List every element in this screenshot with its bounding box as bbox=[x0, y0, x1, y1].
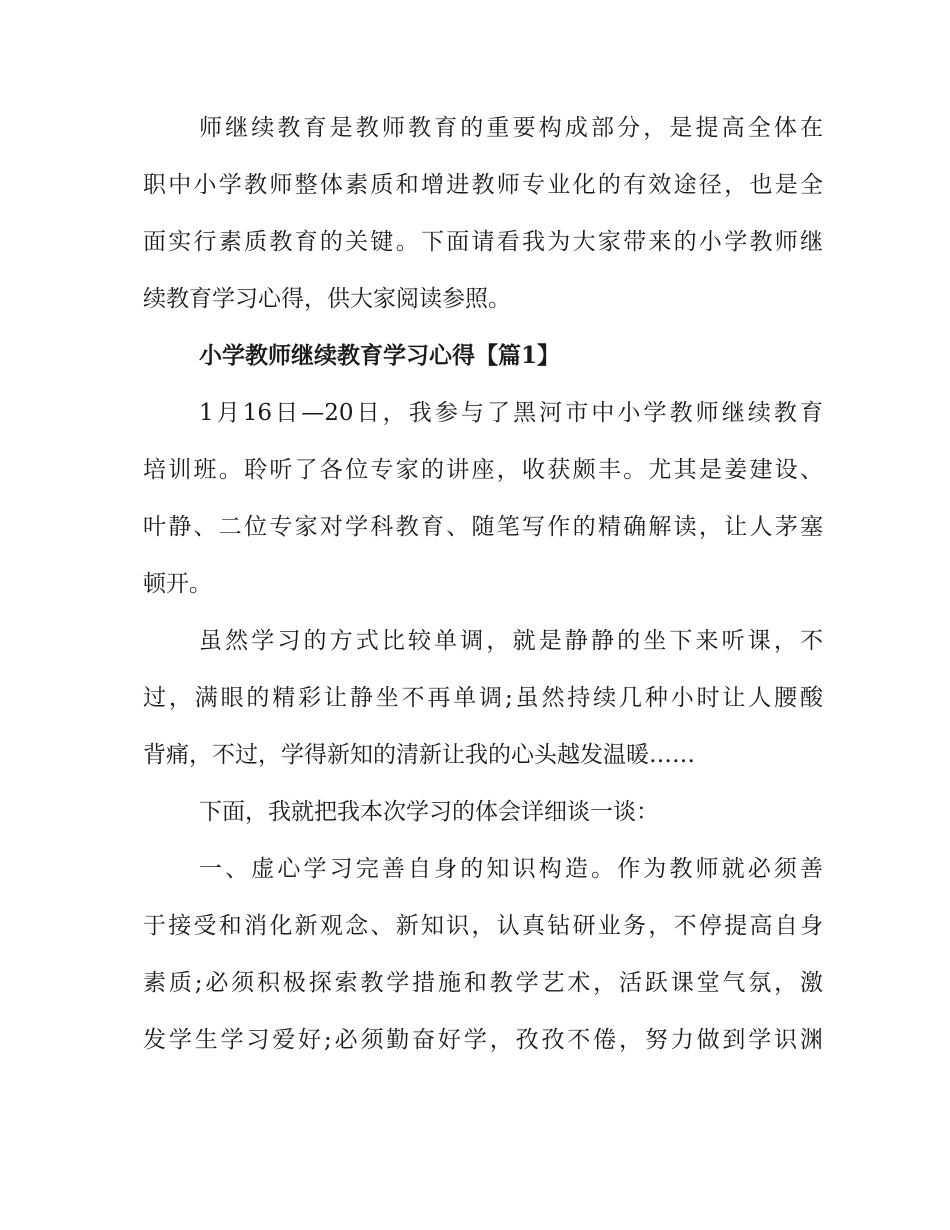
paragraph-1-line-4: 续教育学习心得，供大家阅读参照。 bbox=[143, 286, 511, 312]
section-heading: 小学教师继续教育学习心得【篇1】 bbox=[199, 342, 561, 369]
paragraph-3-line-2: 过，满眼的精彩让静坐不再单调;虽然持续几种小时让人腰酸 bbox=[143, 685, 823, 711]
paragraph-5-line-3: 素质;必须积极探索教学措施和教学艺术，活跃课堂气氛，激 bbox=[143, 970, 823, 996]
paragraph-5-line-4: 发学生学习爱好;必须勤奋好学，孜孜不倦，努力做到学识渊 bbox=[143, 1027, 823, 1053]
paragraph-1-line-2: 职中小学教师整体素质和增进教师专业化的有效途径，也是全 bbox=[143, 172, 823, 198]
paragraph-2-line-1: 1月16日—20日，我参与了黑河市中小学教师继续教育 bbox=[199, 400, 823, 426]
paragraph-5-line-2: 于接受和消化新观念、新知识，认真钻研业务，不停提高自身 bbox=[143, 913, 823, 939]
paragraph-2-line-4: 顿开。 bbox=[143, 571, 212, 597]
paragraph-3-line-3: 背痛，不过，学得新知的清新让我的心头越发温暖…… bbox=[143, 742, 695, 768]
paragraph-1-line-3: 面实行素质教育的关键。下面请看我为大家带来的小学教师继 bbox=[143, 229, 823, 255]
paragraph-3-line-1: 虽然学习的方式比较单调，就是静静的坐下来听课，不 bbox=[199, 628, 823, 654]
paragraph-4-line-1: 下面，我就把我本次学习的体会详细谈一谈： bbox=[199, 799, 659, 825]
paragraph-5-line-1: 一、虚心学习完善自身的知识构造。作为教师就必须善 bbox=[199, 856, 823, 882]
paragraph-2-line-2: 培训班。聆听了各位专家的讲座，收获颇丰。尤其是姜建设、 bbox=[143, 457, 823, 483]
paragraph-2-line-3: 叶静、二位专家对学科教育、随笔写作的精确解读，让人茅塞 bbox=[143, 514, 823, 540]
paragraph-1-line-1: 师继续教育是教师教育的重要构成部分，是提高全体在 bbox=[199, 115, 823, 141]
